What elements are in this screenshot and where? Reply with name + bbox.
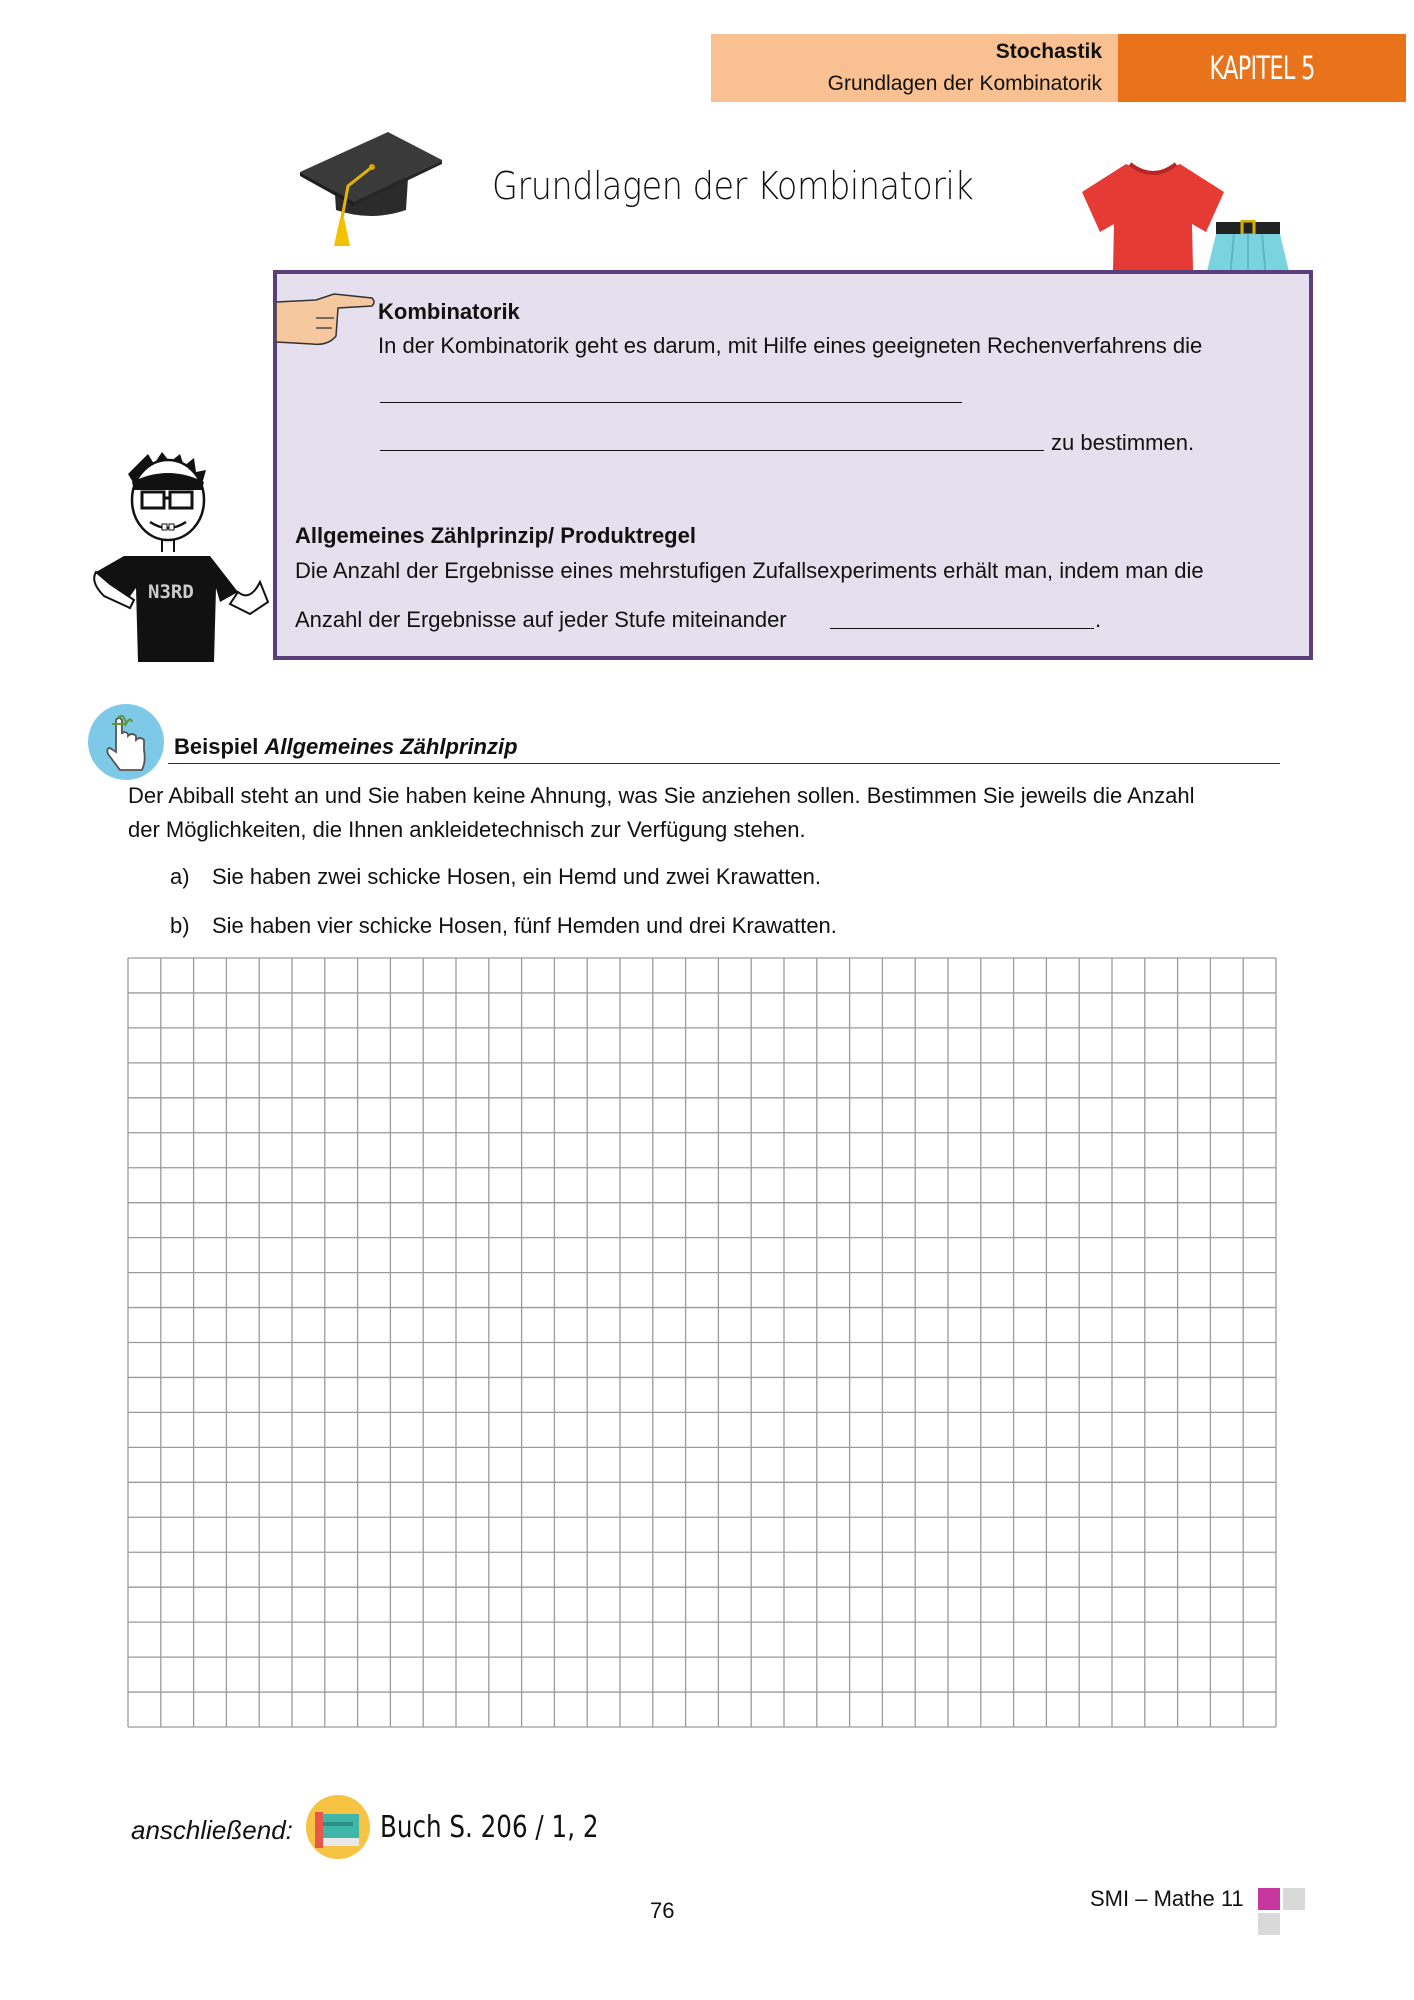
- kombinatorik-end: zu bestimmen.: [1051, 430, 1195, 455]
- example-item-a-text: Sie haben zwei schicke Hosen, ein Hemd und zwei Krawatten.: [212, 864, 821, 889]
- followup-label: anschließend:: [131, 1815, 293, 1845]
- header-chapter: [1118, 34, 1406, 102]
- produktregel-line1: Die Anzahl der Ergebnisse eines mehrstufigen Zufallsexperiments erhält man, indem man die: [295, 558, 1204, 583]
- kombinatorik-text: In der Kombinatorik geht es darum, mit Hilfe eines geeigneten Rechenverfahrens die: [378, 333, 1203, 358]
- header-topic: Grundlagen der Kombinatorik: [827, 72, 1102, 95]
- footer-square-grey-2: [1258, 1913, 1280, 1935]
- blank-line-1: [380, 402, 962, 403]
- example-item-b-text: Sie haben vier schicke Hosen, fünf Hemden und drei Krawatten.: [212, 913, 837, 938]
- kombinatorik-heading: Kombinatorik: [378, 299, 520, 324]
- item-marker: b): [170, 913, 190, 938]
- finger-ribbon-icon: [86, 702, 166, 782]
- header-subject-panel: [711, 34, 1118, 102]
- blank-line-3: [830, 628, 1094, 629]
- blank-line-2: [380, 450, 1044, 451]
- footer-square-pink: [1258, 1888, 1280, 1910]
- pointing-hand-icon: [276, 288, 376, 350]
- example-intro-line1: Der Abiball steht an und Sie haben keine Ahnung, was Sie anziehen sollen. Bestimmen Sie jeweils die Anzahl: [128, 783, 1195, 808]
- example-title: Allgemeines Zählprinzip: [264, 734, 518, 759]
- chapter-label: KAPITEL 5: [1209, 49, 1315, 87]
- example-heading: [174, 732, 518, 762]
- example-intro-line2: der Möglichkeiten, die Ihnen ankleidetechnisch zur Verfügung stehen.: [128, 817, 806, 842]
- produktregel-heading: Allgemeines Zählprinzip/ Produktregel: [295, 523, 696, 548]
- nerd-shirt-text: N3RD: [148, 581, 194, 603]
- example-label: Beispiel: [174, 734, 259, 759]
- header-subject: Stochastik: [995, 40, 1102, 63]
- page-title: Grundlagen der Kombinatorik: [492, 164, 974, 208]
- example-item-a: [170, 862, 190, 892]
- page-number: 76: [650, 1898, 675, 1923]
- book-reference: Buch S. 206 / 1, 2: [380, 1810, 599, 1845]
- graduation-cap-icon: [296, 130, 446, 250]
- produktregel-end: .: [1095, 607, 1102, 632]
- produktregel-line2: Anzahl der Ergebnisse auf jeder Stufe miteinander: [295, 607, 787, 632]
- answer-grid[interactable]: [127, 957, 1277, 1728]
- footer-square-grey-1: [1283, 1888, 1305, 1910]
- nerd-character-icon: [90, 452, 280, 664]
- book-icon: [305, 1794, 371, 1860]
- footer-brand: SMI – Mathe 11: [1090, 1886, 1244, 1911]
- item-marker: a): [170, 864, 190, 889]
- example-divider: [168, 763, 1280, 764]
- example-item-b: [170, 911, 190, 941]
- definition-box: [273, 270, 1313, 660]
